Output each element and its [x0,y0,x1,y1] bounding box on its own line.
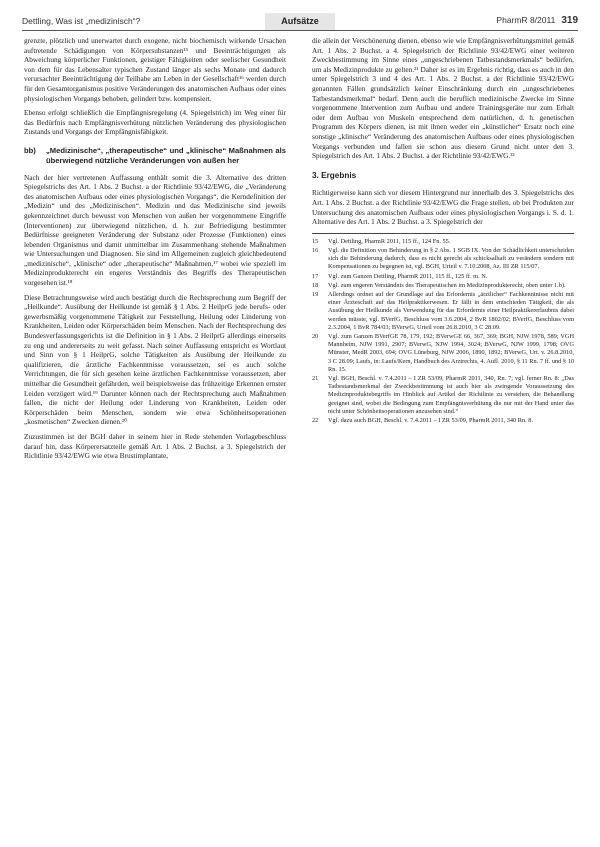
footnotes [312,233,574,425]
footnote-text: Vgl. zum Ganzen BVerfGE 78, 179, 192; BVerwGE 66, 367, 369; BGH, NJW 1978, 589; VGH Mannheim, NJW 1991, 2907; BVerwG, NJW 1994, 3024; BVerwG, NJW 1999, 1798; OVG Münster, MedR 2003, 694; OVG Lüneburg, NJW 2006, 1890, 1892; BVerwG, Urt. v. 26.8.2010, 3 C 28.09; Laufs, in: Laufs/Kern, Handbuch des Arztrechts, 4. Aufl. 2010, § 11 Rn. 7 ff. und § 10 Rn. 15. [328,332,574,373]
right-column [312,36,574,831]
footnote-text: Vgl. zum Ganzen Dettling, PharmR 2011, 115 ff., 125 ff. m. N. [328,272,488,280]
section-number: 3. [312,170,319,180]
footnote-text: Vgl. dazu auch BGH, Beschl. v. 7.4.2011 – I ZR 53/09, PharmR 2011, 340 Rn. 8. [328,416,533,424]
body-paragraph: die allein der Verschönerung dienen, ebenso wie wie Empfängnisverhütungsmittel gemäß Art. 1 Abs. 2 Buchst. a 4. Spiegelstrich der Richtlinie 93/42/EWG einer weiteren Zweckbestimmung im Sinne eines „ungeschriebenen Tatbestandsmerkmals“ bedürfen, um als Medizinprodukte zu gelten.²¹ Daher ist es im Ergebnis richtig, dass es auch in den unter Spiegelstrich 3 und 4 des Art. 1 Abs. 2 Buchst. a der Richtlinie 93/42/EWG genannten Fällen grundsätzlich keiner Einschränkung durch ein „ungeschriebenes Tatbestandsmerkmal“ bedarf. Denn auch die beruflich medizinische Zwecke im Sinne vorgenommene Intervention zum Aufbau und andere Trainingsgeräte nur zum Erhalt oder dem Aufbau von Muskeln entsprechend dem natürlichen, d. h. genetischen Programm des Körpers dienen, ist mit ihnen weder ein „künstlicher“ Ersatz noch eine sonstige „klinische“ Veränderung des anatomischen Aufbaus oder eines physiologischen Vorgangs verbunden und fallen sie schon aus diesem Grund nicht unter den 3. Spiegelstrich des Art. 1 Abs. 2 Buchst. a der Richtlinie 93/42/EWG.²² [312,36,574,161]
footnote [312,247,574,272]
footnote-number: 15 [312,237,319,245]
footnote [312,333,574,374]
footnote-number: 19 [312,290,319,298]
footnote-text: Vgl. zum engeren Verständnis des Therapeutischen im Medizinprodukterecht, oben unter 1.b). [328,281,566,289]
body-paragraph: Ebenso erfolgt schließlich die Empfängnisregelung (4. Spiegelstrich) im Weg einer für das Bedürfnis nach Empfängnisverhütung nützlichen Veränderung des physiologischen Zustands und Vorgangs der Empfängnisfähigkeit. [24,108,286,137]
footnote-number: 21 [312,374,319,382]
left-column [24,36,286,831]
footnote-number: 18 [312,281,319,289]
subsection-heading [24,146,286,166]
journal-citation [335,15,578,30]
footnote [312,375,574,416]
section-title: Ergebnis [321,170,357,180]
subsection-number: bb) [24,145,36,155]
running-header [22,8,578,31]
footnote-number: 16 [312,246,319,254]
body-paragraph: Nach der hier vertretenen Auffassung enthält somit die 3. Alternative des dritten Spiegelstrichs des Art. 1 Abs. 2 Buchst. a der Richtlinie 93/42/EWG, die „Veränderung des anatomischen Aufbaus oder eines physiologischen Vorgangs“, die Kerndefinition der „Medizin“ und des „Medizinischen“. Medizin und das Medizinische sind jeweils gekennzeichnet durch bewusst von Menschen von außen her vorgenommene Eingriffe (Interventionen) zur überwiegend nützlichen, d. h. zur Befriedigung bestimmter Bedürfnisse geeigneten Veränderung der Substanz oder Prozesse (Funktionen) eines lebenden Organismus und damit unmittelbar im Zusammenhang stehende Maßnahmen wie Untersuchungen und Diagnosen. Sie sind im Allgemeinen zugleich gleichbedeutend „medizinische“, „klinische“ oder „therapeutische“ Maßnahmen,¹⁷ wobei wie speziell im Medizinprodukterecht ein engeres Verständnis des Begriffs des Therapeutischen vorgesehen ist.¹⁸ [24,172,286,288]
section-label: Aufsätze [265,13,335,30]
body-paragraph: grenzte, plötzlich und unerwartet durch exogene, nicht biochemisch wirkende Ursachen auftretende Schädigungen von Körpersubstanzen¹⁵ und Beeinträchtigungen als Abweichung körperlicher Funktionen, geistiger Fähigkeiten oder seelischer Gesundheit von dem für das Lebensalter typischen Zustand länger als sechs Monate und dadurch verursachter Beeinträchtigung der Teilhabe am Leben in der Gesellschaft¹⁶ werden durch für den Gesamtorganismus positive Veränderungen des anatomischen Aufbaus oder eines physiologischen Vorgangs behoben, gelindert bzw. kompensiert. [24,36,286,103]
footnote [312,238,574,246]
body-paragraph: Richtigerweise kann sich vor diesem Hintergrund nur innerhalb des 3. Spiegelstrichs des Art. 1 Abs. 2 Buchst. a der Richtlinie 93/42/EWG die Frage stellen, ob bei Produkten zur Untersuchung des anatomischen Aufbaus oder eines physiologischen Vorgangs i. S. d. 1. Alternative des Art. 1 Abs. 2 Buchst. a 3. Spiegelstrich der [312,188,574,227]
footnote-number: 17 [312,272,319,280]
section-heading [312,171,574,181]
footnote-text: Vgl. die Definition von Behinderung in § 2 Abs. 1 SGB IX. Von der Schädlichkeit unterscheiden sich die Behinderung dadurch, dass es nicht gerecht als schicksalhaft zu verändern sondern mit Kompensationen zu begegnen ist, vgl. BGH, Urteil v. 7.10.2008, Az. III ZR 115/07. [328,246,574,271]
footnote [312,273,574,281]
subsection-title: „Medizinische“, „therapeutische“ und „klinische“ Maßnahmen als überwiegend nützliche Veränderungen von außen her [46,145,286,165]
journal-issue: PharmR 8/2011 [496,15,556,25]
body-paragraph: Diese Betrachtungsweise wird auch bestätigt durch die Rechtsprechung zum Begriff der „Heilkunde“. Ausübung der Heilkunde ist gemäß § 1 Abs. 2 HeilprG jede berufs- oder gewerbsmäßig vorgenommene Tätigkeit zur Feststellung, Heilung oder Linderung von Krankheiten, Leiden oder Körperschäden beim Menschen. Nach der Rechtsprechung des Bundesverfassungsgerichts ist die Definition in § 1 Abs. 2 HeilprG allerdings einerseits zu eng und andererseits zu weit gefasst. Nach seiner Auffassung entspricht es Wortlaut und Sinn von § 1 HeilprG, solche Tätigkeiten als Ausübung der Heilkunde zu qualifizieren, die ärztliche Fachkenntnisse voraussetzen, sei es auch solche Verrichtungen, die für sich gesehen keine ärztlichen Fachkenntnisse voraussetzen, aber mittelbar die Gesundheit gefährden, weil beispielsweise das frühzeitige Erkennen ernster Leiden verzögert wird.¹⁹ Darunter können nach der Rechtsprechung auch Maßnahmen fallen, die nicht der Heilung oder Linderung von Krankheiten, Leiden oder Körperschäden beim Menschen, sondern wie etwa Schönheitsoperationen „kosmetischen“ Zwecken dienen.²⁰ [24,292,286,427]
footnote-number: 20 [312,332,319,340]
footnote [312,291,574,332]
page-number: 319 [561,15,579,26]
footnote-text: Vgl. Dettling, PharmR 2011, 115 ff., 124 Fn. 55. [328,237,451,245]
footnote [312,282,574,290]
running-title: Dettling, Was ist „medizinisch“? [22,16,141,26]
footnote-text: Vgl. BGH, Beschl. v. 7.4.2011 – I ZR 53/09, PharmR 2011, 340, Rn. 7; vgl. ferner Rn. 8: „Das Tatbestandsmerkmal der Zweckbestimmung ist auch hier als zwingende Voraussetzung des Medizinproduktebegriffs im Hinblick auf Artikel der Richtlinie zu verstehen, die Behandlung geeignet sind, wobei die Bedingung zum Empfängnisverhütung die nur mit der Hand unter das nicht unter Schönheitsoperationen anzusehen sind.“ [328,374,574,415]
footnote-text: Allerdings ordnet auf der Grundlage auf das Erfordernis „ärztlicher“ Fachkenntnisse nicht mit einer Ärzteschaft auf das Heilpraktikerwesen. Er fällt in dem entschieden Tätigkeit, die als Ausübung der Heilkunde als Verwendung für das Erfordernis einer Heilpraktikererlaubnis dabei werden müsste, vgl. BVerfG, Beschluss vom 3.6.2004, 2 BvR 1802/02; BVerfG, Beschluss vom 2.3.2004, 1 BvR 784/03; BVerwG, Urteil vom 26.8.2010, 3 C 28.09. [328,290,574,331]
footnote [312,417,574,425]
footnote-number: 22 [312,416,319,424]
body-paragraph: Zuzustimmen ist der BGH daher in seinem hier in Rede stehenden Vorlagebeschluss darauf hin, dass Körperersatzteile gemäß Art. 1 Abs. 2 Buchst. a 3. Spiegelstrich der Richtlinie 93/42/EWG wie etwa Brustimplantate, [24,431,286,461]
